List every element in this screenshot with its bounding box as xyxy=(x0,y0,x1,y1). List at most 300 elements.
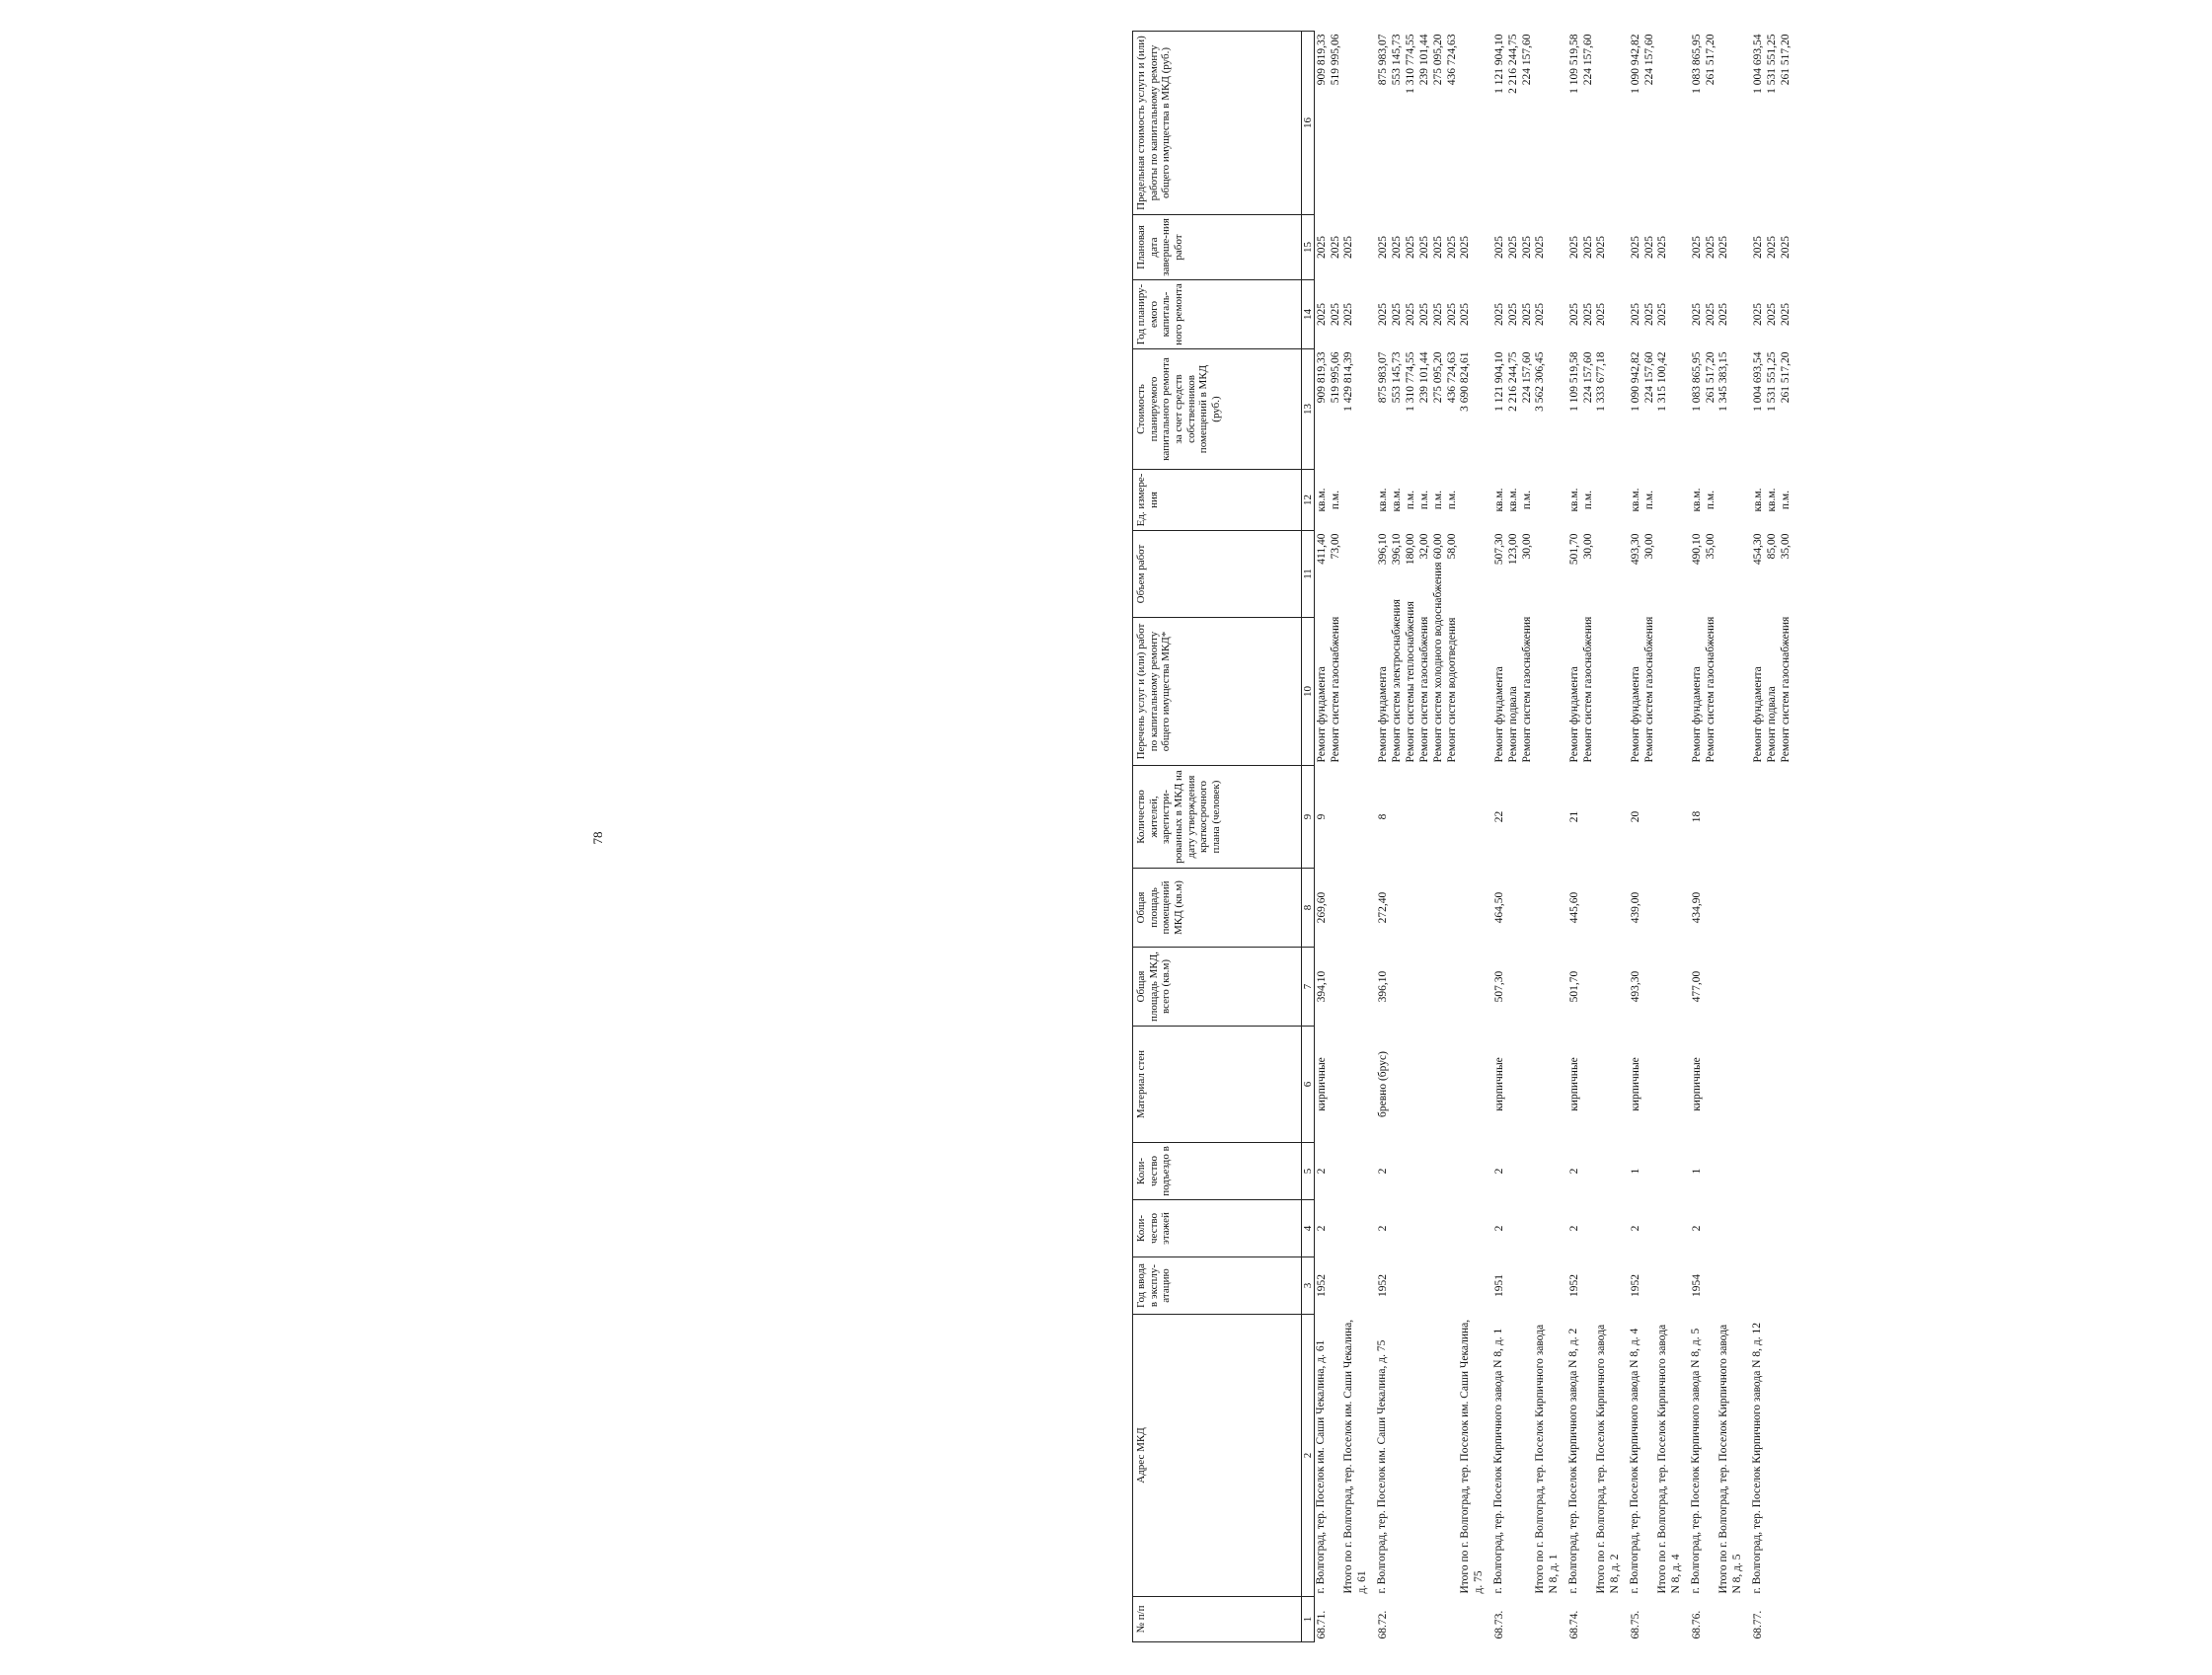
area-premises-cell-value: 439,00 xyxy=(1630,891,1641,924)
column-number-5: 5 xyxy=(1302,1143,1315,1200)
end-date-cell xyxy=(1567,215,1595,280)
work-name-cell xyxy=(1376,562,1459,766)
limit-cost-cell-value: 275 095,20 xyxy=(1432,34,1444,86)
row-number xyxy=(1376,1597,1459,1642)
column-header-15: Плановая дата заверше-ния работ xyxy=(1133,215,1302,280)
year-cell xyxy=(1315,1257,1343,1315)
material-cell-value: бревно (брус) xyxy=(1377,1051,1389,1117)
limit-cost-cell-value: 224 157,60 xyxy=(1582,34,1594,86)
unit-cell-value: кв.м. xyxy=(1568,488,1580,512)
year-cell xyxy=(1567,1257,1595,1315)
end-date-cell-value: 2025 xyxy=(1630,236,1641,259)
cost-cell-value: 909 819,33 xyxy=(1316,351,1328,404)
material-cell xyxy=(1492,1027,1534,1143)
column-header-5: Коли-чество подъездо в xyxy=(1133,1143,1302,1200)
material-cell-value: кирпичные xyxy=(1691,1057,1703,1111)
total-row xyxy=(1459,32,1492,1642)
work-name-cell xyxy=(1629,618,1656,766)
column-header-16: Предельная стоимость услуги и (или) работы по капитальному ремонту общего имущества в МКД (руб.) xyxy=(1133,32,1302,215)
end-date-cell-value: 2025 xyxy=(1752,236,1764,259)
column-number-13: 13 xyxy=(1302,349,1315,470)
work-name-cell-value: Ремонт фундамента xyxy=(1752,666,1764,763)
column-header-4: Коли-чество этажей xyxy=(1133,1200,1302,1257)
total-year: 2025 xyxy=(1534,303,1546,326)
limit-cost-cell-value: 261 517,20 xyxy=(1705,34,1716,86)
row-number xyxy=(1315,1597,1343,1642)
cost-cell-value: 261 517,20 xyxy=(1705,351,1716,404)
column-number-2: 2 xyxy=(1302,1315,1315,1597)
work-name-cell-value: Ремонт фундамента xyxy=(1316,666,1328,763)
end-date-cell-value: 2025 xyxy=(1418,236,1430,259)
volume-cell-value: 411,40 xyxy=(1316,533,1328,565)
residents-cell-value: 20 xyxy=(1630,810,1641,823)
area-premises-cell-value: 434,90 xyxy=(1691,891,1703,924)
cost-cell xyxy=(1376,349,1459,470)
column-number-7: 7 xyxy=(1302,948,1315,1027)
total-end-date: 2025 xyxy=(1717,236,1729,259)
column-header-9: Количество жителей, зарегистри-рованных в МКД на дату утверждения краткосрочного плана (человек) xyxy=(1133,766,1302,869)
volume-cell xyxy=(1751,531,1792,618)
column-number-8: 8 xyxy=(1302,869,1315,948)
unit-cell-value: п.м. xyxy=(1643,490,1655,510)
cost-cell-value: 275 095,20 xyxy=(1432,351,1444,404)
plan-year-cell-value: 2025 xyxy=(1582,303,1594,326)
floors-cell xyxy=(1567,1200,1595,1257)
year-cell xyxy=(1492,1257,1534,1315)
residents-cell-value: 18 xyxy=(1691,810,1703,823)
column-header-12: Ед. измере-ния xyxy=(1133,470,1302,531)
area-total-cell-value xyxy=(1751,951,1765,1024)
work-name-cell-value: Ремонт фундамента xyxy=(1691,666,1703,763)
column-number-4: 4 xyxy=(1302,1200,1315,1257)
column-header-6: Материал стен xyxy=(1133,1027,1302,1143)
cost-cell-value: 224 157,60 xyxy=(1582,351,1594,404)
total-limit-empty xyxy=(1595,32,1629,215)
unit-cell-value: кв.м. xyxy=(1630,488,1641,512)
plan-year-cell-value: 2025 xyxy=(1507,303,1519,326)
floors-cell-value: 2 xyxy=(1630,1225,1641,1232)
plan-year-cell-value: 2025 xyxy=(1405,303,1416,326)
work-name-cell-value: Ремонт систем газоснабжения xyxy=(1643,616,1655,763)
volume-cell-value: 60,00 xyxy=(1432,533,1444,560)
work-name-cell-value: Ремонт систем газоснабжения xyxy=(1780,616,1792,763)
area-total-cell xyxy=(1751,948,1792,1027)
residents-cell-value: 9 xyxy=(1316,813,1328,820)
cost-cell-value: 875 983,07 xyxy=(1377,351,1389,404)
limit-cost-cell-value: 1 083 865,95 xyxy=(1691,34,1703,94)
material-cell-value: кирпичные xyxy=(1316,1057,1328,1111)
column-number-3: 3 xyxy=(1302,1257,1315,1315)
column-header-10: Перечень услуг и (или) работ по капитальному ремонту общего имущества МКД* xyxy=(1133,618,1302,766)
total-spacer xyxy=(1656,1597,1690,1642)
address-cell: г. Волгоград, тер. Поселок Кирпичного завода N 8, д. 1 xyxy=(1492,1328,1504,1594)
area-premises-cell xyxy=(1376,869,1459,948)
end-date-cell xyxy=(1690,215,1717,280)
limit-cost-cell xyxy=(1567,32,1595,215)
cost-cell-value: 261 517,20 xyxy=(1780,351,1792,404)
area-premises-cell xyxy=(1315,869,1343,948)
area-total-cell-value: 396,10 xyxy=(1377,970,1389,1003)
material-cell xyxy=(1315,1027,1343,1143)
volume-cell-value: 490,10 xyxy=(1691,533,1703,566)
table-row xyxy=(1376,32,1459,1642)
total-spacer xyxy=(1717,1597,1751,1642)
plan-year-cell-value: 2025 xyxy=(1418,303,1430,326)
unit-cell-value: кв.м. xyxy=(1691,488,1703,512)
floors-cell-value: 2 xyxy=(1691,1225,1703,1232)
residents-cell xyxy=(1567,766,1595,869)
total-label: Итого по г. Волгоград, тер. Поселок Кирпичного завода N 8, д. 4 xyxy=(1656,1324,1682,1594)
end-date-cell xyxy=(1376,215,1459,280)
column-header-13: Стоимость планируемого капитального ремонта за счет средств собственников помещений в МКД (руб.) xyxy=(1133,349,1302,470)
total-end-date: 2025 xyxy=(1534,236,1546,259)
residents-cell xyxy=(1751,766,1792,869)
end-date-cell-value: 2025 xyxy=(1493,236,1505,259)
work-name-cell-value: Ремонт подвала xyxy=(1766,686,1778,763)
row-number-value: 68.77. xyxy=(1752,1610,1764,1639)
year-cell-value xyxy=(1751,1260,1765,1312)
floors-cell-value: 2 xyxy=(1316,1225,1328,1232)
table-row xyxy=(1690,32,1717,1642)
residents-cell-value: 21 xyxy=(1568,810,1580,823)
volume-cell xyxy=(1376,531,1459,618)
area-total-cell xyxy=(1376,948,1459,1027)
column-number-11: 11 xyxy=(1302,531,1315,618)
entrances-cell-value: 1 xyxy=(1630,1168,1641,1175)
unit-cell-value: п.м. xyxy=(1705,490,1716,510)
column-number-15: 15 xyxy=(1302,215,1315,280)
limit-cost-cell-value: 909 819,33 xyxy=(1316,34,1328,86)
total-year: 2025 xyxy=(1595,303,1607,326)
total-limit-empty xyxy=(1459,32,1492,215)
unit-cell-value: п.м. xyxy=(1432,490,1444,510)
plan-year-cell-value: 2025 xyxy=(1568,303,1580,326)
total-empty xyxy=(1595,470,1629,1315)
row-number-value: 68.74. xyxy=(1568,1610,1580,1639)
area-premises-cell-value: 272,40 xyxy=(1377,891,1389,924)
table-row xyxy=(1492,32,1534,1642)
plan-year-cell-value: 2025 xyxy=(1493,303,1505,326)
column-header-3: Год ввода в эксплу-атацию xyxy=(1133,1257,1302,1315)
work-name-cell xyxy=(1567,618,1595,766)
entrances-cell xyxy=(1751,1143,1792,1200)
row-number xyxy=(1690,1597,1717,1642)
total-year: 2025 xyxy=(1342,303,1354,326)
limit-cost-cell-value: 1 109 519,58 xyxy=(1568,34,1580,94)
volume-cell-value: 85,00 xyxy=(1766,533,1778,560)
volume-cell-value: 180,00 xyxy=(1405,533,1416,566)
limit-cost-cell-value: 224 157,60 xyxy=(1521,34,1533,86)
table-row xyxy=(1567,32,1595,1642)
floors-cell-value xyxy=(1751,1203,1765,1255)
total-label: Итого по г. Волгоград, тер. Поселок Кирпичного завода N 8, д. 1 xyxy=(1534,1324,1560,1594)
plan-year-cell-value: 2025 xyxy=(1377,303,1389,326)
limit-cost-cell-value: 1 090 942,82 xyxy=(1630,34,1641,94)
work-name-cell-value: Ремонт фундамента xyxy=(1493,666,1505,763)
cost-cell xyxy=(1690,349,1717,470)
end-date-cell-value: 2025 xyxy=(1643,236,1655,259)
limit-cost-cell xyxy=(1492,32,1534,215)
plan-year-cell xyxy=(1492,280,1534,349)
material-cell-value xyxy=(1751,1029,1765,1140)
limit-cost-cell-value: 519 995,06 xyxy=(1330,34,1341,86)
floors-cell-value: 2 xyxy=(1493,1225,1505,1232)
entrances-cell xyxy=(1629,1143,1656,1200)
unit-cell-value: кв.м. xyxy=(1493,488,1505,512)
entrances-cell xyxy=(1690,1143,1717,1200)
residents-cell-value: 22 xyxy=(1493,810,1505,823)
column-header-2: Адрес МКД xyxy=(1133,1315,1302,1597)
total-empty xyxy=(1459,470,1492,1315)
volume-cell-value: 30,00 xyxy=(1521,533,1533,560)
work-name-cell xyxy=(1751,618,1792,766)
volume-cell xyxy=(1315,531,1343,618)
total-spacer xyxy=(1595,1597,1629,1642)
end-date-cell-value: 2025 xyxy=(1316,236,1328,259)
volume-cell-value: 32,00 xyxy=(1418,533,1430,560)
plan-year-cell xyxy=(1376,280,1459,349)
unit-cell-value: кв.м. xyxy=(1391,488,1403,512)
unit-cell-value: п.м. xyxy=(1582,490,1594,510)
area-total-cell-value: 507,30 xyxy=(1493,970,1505,1003)
plan-year-cell-value: 2025 xyxy=(1643,303,1655,326)
column-number-14: 14 xyxy=(1302,280,1315,349)
work-name-cell-value: Ремонт системы теплоснабжения xyxy=(1405,601,1416,763)
year-cell-value: 1952 xyxy=(1316,1274,1328,1297)
limit-cost-cell xyxy=(1376,32,1459,215)
volume-cell-value: 30,00 xyxy=(1582,533,1594,560)
total-row xyxy=(1717,32,1751,1642)
end-date-cell-value: 2025 xyxy=(1391,236,1403,259)
total-cost: 1 429 814,39 xyxy=(1342,351,1354,412)
area-premises-cell xyxy=(1751,869,1792,948)
plan-year-cell-value: 2025 xyxy=(1432,303,1444,326)
plan-year-cell-value: 2025 xyxy=(1705,303,1716,326)
area-total-cell-value: 394,10 xyxy=(1316,970,1328,1003)
area-premises-cell-value: 464,50 xyxy=(1493,891,1505,924)
year-cell-value: 1954 xyxy=(1691,1274,1703,1297)
volume-cell-value: 35,00 xyxy=(1705,533,1716,560)
plan-year-cell xyxy=(1751,280,1792,349)
entrances-cell-value: 2 xyxy=(1377,1168,1389,1175)
table-body xyxy=(1315,32,1793,1642)
unit-cell-value: п.м. xyxy=(1780,490,1792,510)
cost-cell-value: 224 157,60 xyxy=(1521,351,1533,404)
plan-year-cell-value: 2025 xyxy=(1630,303,1641,326)
plan-year-cell-value: 2025 xyxy=(1391,303,1403,326)
plan-year-cell-value: 2025 xyxy=(1691,303,1703,326)
row-number-value: 68.73. xyxy=(1493,1610,1505,1639)
area-total-cell xyxy=(1629,948,1656,1027)
address-cell: г. Волгоград, тер. Поселок Кирпичного завода N 8, д. 2 xyxy=(1567,1328,1579,1594)
floors-cell-value: 2 xyxy=(1377,1225,1389,1232)
row-number xyxy=(1751,1597,1792,1642)
work-name-cell xyxy=(1492,618,1534,766)
cost-cell-value: 436 724,63 xyxy=(1446,351,1458,404)
total-empty xyxy=(1342,470,1376,1315)
work-name-cell-value: Ремонт систем газоснабжения xyxy=(1705,616,1716,763)
end-date-cell-value: 2025 xyxy=(1705,236,1716,259)
cost-cell-value: 1 090 942,82 xyxy=(1630,351,1641,412)
end-date-cell-value: 2025 xyxy=(1432,236,1444,259)
end-date-cell xyxy=(1751,215,1792,280)
area-premises-cell-value xyxy=(1751,872,1765,945)
total-cost: 1 315 100,42 xyxy=(1656,351,1668,412)
total-year: 2025 xyxy=(1717,303,1729,326)
table-header-row xyxy=(1133,32,1302,1642)
unit-cell xyxy=(1751,470,1792,531)
row-number-value: 68.71. xyxy=(1316,1610,1328,1639)
entrances-cell-value xyxy=(1751,1146,1765,1197)
cost-cell-value: 519 995,06 xyxy=(1330,351,1341,404)
plan-year-cell xyxy=(1629,280,1656,349)
total-limit-empty xyxy=(1656,32,1690,215)
residents-cell xyxy=(1492,766,1534,869)
area-total-cell xyxy=(1492,948,1534,1027)
plan-year-cell xyxy=(1567,280,1595,349)
volume-cell-value: 501,70 xyxy=(1568,533,1580,566)
cost-cell-value: 2 216 244,75 xyxy=(1507,351,1519,412)
total-empty xyxy=(1656,470,1690,1315)
address-cell: г. Волгоград, тер. Поселок Кирпичного завода N 8, д. 5 xyxy=(1690,1328,1702,1594)
limit-cost-cell-value: 436 724,63 xyxy=(1446,34,1458,86)
column-header-1: № п/п xyxy=(1133,1597,1302,1642)
total-year: 2025 xyxy=(1459,303,1471,326)
total-end-date: 2025 xyxy=(1342,236,1354,259)
floors-cell xyxy=(1629,1200,1656,1257)
end-date-cell-value: 2025 xyxy=(1507,236,1519,259)
area-premises-cell xyxy=(1567,869,1595,948)
volume-cell xyxy=(1567,531,1595,618)
total-label: Итого по г. Волгоград, тер. Поселок им. Саши Чекалина, д. 61 xyxy=(1342,1319,1368,1594)
column-number-1: 1 xyxy=(1302,1597,1315,1642)
year-cell-value: 1952 xyxy=(1377,1274,1389,1297)
row-number-value: 68.76. xyxy=(1691,1610,1703,1639)
total-row xyxy=(1534,32,1567,1642)
cost-cell-value: 1 310 774,55 xyxy=(1405,351,1416,412)
residents-cell xyxy=(1690,766,1717,869)
cost-cell xyxy=(1629,349,1656,470)
residents-cell xyxy=(1376,766,1459,869)
unit-cell xyxy=(1690,470,1717,531)
cost-cell xyxy=(1751,349,1792,470)
work-name-cell-value: Ремонт систем газоснабжения xyxy=(1418,616,1430,763)
end-date-cell-value: 2025 xyxy=(1377,236,1389,259)
entrances-cell xyxy=(1492,1143,1534,1200)
limit-cost-cell xyxy=(1690,32,1717,215)
address-cell: г. Волгоград, тер. Поселок им. Саши Чекалина, д. 75 xyxy=(1376,1339,1388,1594)
plan-year-cell-value: 2025 xyxy=(1766,303,1778,326)
unit-cell-value: кв.м. xyxy=(1316,488,1328,512)
total-cost: 3 690 824,61 xyxy=(1459,351,1471,412)
work-name-cell-value: Ремонт фундамента xyxy=(1377,666,1389,763)
work-name-cell-value: Ремонт фундамента xyxy=(1630,666,1641,763)
end-date-cell-value: 2025 xyxy=(1330,236,1341,259)
table-row xyxy=(1751,32,1792,1642)
cost-cell-value: 553 145,73 xyxy=(1391,351,1403,404)
unit-cell-value: п.м. xyxy=(1521,490,1533,510)
volume-cell-value: 73,00 xyxy=(1330,533,1341,560)
material-cell-value: кирпичные xyxy=(1493,1057,1505,1111)
cost-cell-value: 1 004 693,54 xyxy=(1752,351,1764,412)
total-year: 2025 xyxy=(1656,303,1668,326)
unit-cell-value: кв.м. xyxy=(1766,488,1778,512)
total-end-date: 2025 xyxy=(1656,236,1668,259)
address-cell: г. Волгоград, тер. Поселок Кирпичного завода N 8, д. 4 xyxy=(1629,1328,1640,1594)
address-cell: г. Волгоград, тер. Поселок Кирпичного завода N 8, д. 12 xyxy=(1751,1323,1763,1594)
column-number-6: 6 xyxy=(1302,1027,1315,1143)
year-cell xyxy=(1376,1257,1459,1315)
address-cell: г. Волгоград, тер. Поселок им. Саши Чекалина, д. 61 xyxy=(1315,1339,1327,1594)
entrances-cell xyxy=(1376,1143,1459,1200)
total-spacer xyxy=(1342,1597,1376,1642)
unit-cell xyxy=(1492,470,1534,531)
floors-cell xyxy=(1690,1200,1717,1257)
end-date-cell-value: 2025 xyxy=(1521,236,1533,259)
total-cost: 1 345 383,15 xyxy=(1717,351,1729,412)
work-name-cell-value: Ремонт систем водоотведения xyxy=(1446,617,1458,763)
total-end-date: 2025 xyxy=(1459,236,1471,259)
cost-cell xyxy=(1567,349,1595,470)
column-number-16: 16 xyxy=(1302,32,1315,215)
total-spacer xyxy=(1534,1597,1567,1642)
floors-cell xyxy=(1492,1200,1534,1257)
cost-cell-value: 239 101,44 xyxy=(1418,351,1430,404)
entrances-cell-value: 2 xyxy=(1493,1168,1505,1175)
row-number-value: 68.72. xyxy=(1377,1610,1389,1639)
row-number xyxy=(1629,1597,1656,1642)
plan-year-cell xyxy=(1690,280,1717,349)
unit-cell-value: п.м. xyxy=(1446,490,1458,510)
end-date-cell-value: 2025 xyxy=(1766,236,1778,259)
cost-cell-value: 224 157,60 xyxy=(1643,351,1655,404)
volume-cell-value: 58,00 xyxy=(1446,533,1458,560)
unit-cell xyxy=(1567,470,1595,531)
total-row xyxy=(1342,32,1376,1642)
volume-cell-value: 454,30 xyxy=(1752,533,1764,566)
material-cell-value: кирпичные xyxy=(1568,1057,1580,1111)
volume-cell-value: 35,00 xyxy=(1780,533,1792,560)
cost-cell-value: 1 083 865,95 xyxy=(1691,351,1703,412)
area-total-cell-value: 501,70 xyxy=(1568,970,1580,1003)
limit-cost-cell-value: 1 004 693,54 xyxy=(1752,34,1764,94)
limit-cost-cell-value: 1 310 774,55 xyxy=(1405,34,1416,94)
end-date-cell-value: 2025 xyxy=(1691,236,1703,259)
year-cell xyxy=(1629,1257,1656,1315)
total-limit-empty xyxy=(1534,32,1567,215)
unit-cell xyxy=(1629,470,1656,531)
volume-cell xyxy=(1492,531,1534,618)
plan-year-cell xyxy=(1315,280,1343,349)
end-date-cell-value: 2025 xyxy=(1780,236,1792,259)
unit-cell-value: кв.м. xyxy=(1752,488,1764,512)
table-row xyxy=(1315,32,1343,1642)
floors-cell xyxy=(1376,1200,1459,1257)
plan-year-cell-value: 2025 xyxy=(1330,303,1341,326)
end-date-cell-value: 2025 xyxy=(1405,236,1416,259)
year-cell xyxy=(1690,1257,1717,1315)
unit-cell xyxy=(1315,470,1343,531)
material-cell xyxy=(1690,1027,1717,1143)
area-premises-cell-value: 445,60 xyxy=(1568,891,1580,924)
limit-cost-cell-value: 553 145,73 xyxy=(1391,34,1403,86)
year-cell xyxy=(1751,1257,1792,1315)
volume-cell-value: 396,10 xyxy=(1377,533,1389,566)
column-number-row xyxy=(1302,32,1315,1642)
floors-cell xyxy=(1751,1200,1792,1257)
total-spacer xyxy=(1459,1597,1492,1642)
limit-cost-cell xyxy=(1315,32,1343,215)
